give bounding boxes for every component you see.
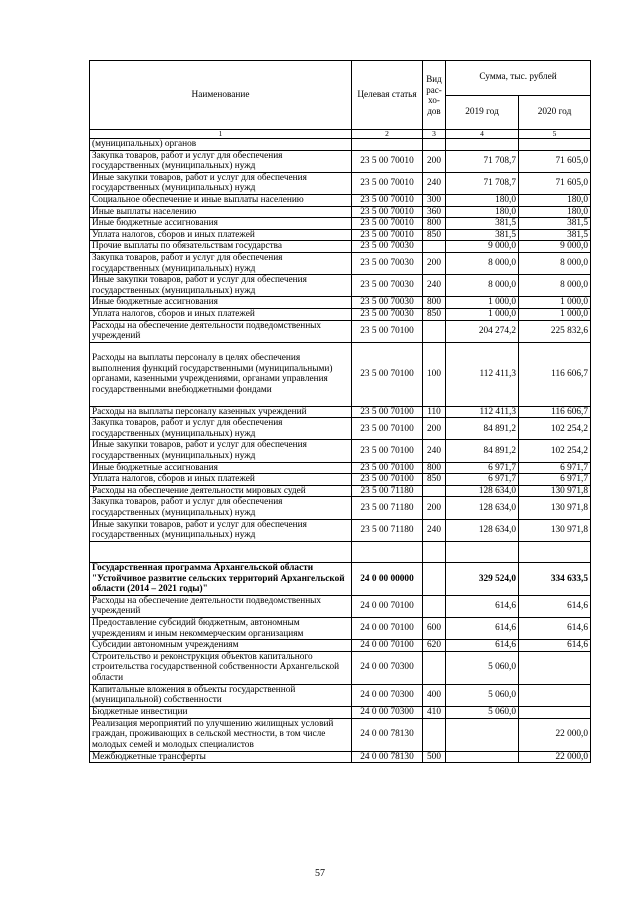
row-target-article-cell: 23 5 00 70030 (352, 297, 423, 309)
row-name-cell: Уплата налогов, сборов и иных платежей (90, 474, 352, 486)
row-name-cell: Иные выплаты населению (90, 206, 352, 218)
table-row (90, 252, 591, 274)
row-amount-2020-cell: 1 000,0 (519, 297, 591, 309)
header-sum: Сумма, тыс. рублей (446, 61, 591, 96)
row-amount-2019-cell: 9 000,0 (446, 241, 519, 253)
row-expense-type-cell: 850 (423, 229, 446, 241)
row-amount-2020-cell: 6 971,7 (519, 474, 591, 486)
row-amount-2019-cell: 71 708,7 (446, 172, 519, 194)
row-target-article-cell: 23 5 00 70100 (352, 440, 423, 462)
table-row (90, 206, 591, 218)
row-name-cell: Уплата налогов, сборов и иных платежей (90, 229, 352, 241)
column-number: 1 (90, 130, 352, 139)
table-row (90, 640, 591, 652)
column-number: 4 (446, 130, 519, 139)
row-amount-2020-cell: 6 971,7 (519, 462, 591, 474)
table-row (90, 541, 591, 562)
table-row (90, 150, 591, 172)
row-amount-2019-cell: 8 000,0 (446, 252, 519, 274)
row-expense-type-cell: 200 (423, 252, 446, 274)
row-expense-type-cell (423, 241, 446, 253)
row-amount-2020-cell: 9 000,0 (519, 241, 591, 253)
row-target-article-cell: 23 5 00 70030 (352, 308, 423, 320)
page-number: 57 (315, 868, 325, 879)
row-amount-2019-cell (446, 751, 519, 763)
row-amount-2020-cell: 102 254,2 (519, 418, 591, 440)
row-expense-type-cell: 850 (423, 474, 446, 486)
row-amount-2019-cell: 614,6 (446, 618, 519, 640)
row-expense-type-cell: 240 (423, 519, 446, 541)
table-row (90, 562, 591, 595)
row-name-cell: Иные закупки товаров, работ и услуг для обеспечения государственных (муниципальных) нужд (90, 172, 352, 194)
row-amount-2020-cell: 334 633,5 (519, 562, 591, 595)
row-amount-2020-cell (519, 651, 591, 684)
row-expense-type-cell: 240 (423, 275, 446, 297)
row-expense-type-cell: 240 (423, 172, 446, 194)
table-row (90, 172, 591, 194)
header-expense-type-line: рас- (426, 84, 442, 95)
row-name-cell: Закупка товаров, работ и услуг для обеспечения государственных (муниципальных) нужд (90, 252, 352, 274)
row-amount-2020-cell: 381,5 (519, 218, 591, 230)
table-row (90, 474, 591, 486)
row-expense-type-cell: 620 (423, 640, 446, 652)
row-name-cell: Государственная программа Архангельской области "Устойчивое развитие сельских территорий Архангельской области (2014 – 2021 годы)" (90, 562, 352, 595)
column-number: 3 (423, 130, 446, 139)
row-name-cell: Предоставление субсидий бюджетным, автономным учреждениям и иным некоммерческим организациям (90, 618, 352, 640)
row-expense-type-cell: 850 (423, 308, 446, 320)
row-expense-type-cell: 800 (423, 462, 446, 474)
row-expense-type-cell: 100 (423, 342, 446, 406)
row-expense-type-cell (423, 485, 446, 497)
row-target-article-cell (352, 541, 423, 562)
row-amount-2020-cell: 614,6 (519, 618, 591, 640)
budget-table (89, 60, 591, 763)
row-target-article-cell: 23 5 00 70100 (352, 462, 423, 474)
row-amount-2020-cell: 71 605,0 (519, 150, 591, 172)
row-target-article-cell: 23 5 00 70010 (352, 218, 423, 230)
row-amount-2019-cell: 1 000,0 (446, 297, 519, 309)
row-name-cell: Социальное обеспечение и иные выплаты населению (90, 194, 352, 206)
row-expense-type-cell (423, 139, 446, 151)
header-expense-type-line: Вид (426, 74, 442, 84)
row-amount-2020-cell: 130 971,8 (519, 485, 591, 497)
row-target-article-cell: 23 5 00 70010 (352, 150, 423, 172)
row-expense-type-cell: 410 (423, 706, 446, 718)
row-amount-2020-cell: 116 606,7 (519, 342, 591, 406)
row-amount-2020-cell: 116 606,7 (519, 406, 591, 418)
row-expense-type-cell: 500 (423, 751, 446, 763)
row-target-article-cell: 23 5 00 70100 (352, 418, 423, 440)
row-amount-2019-cell: 128 634,0 (446, 497, 519, 519)
row-amount-2019-cell: 8 000,0 (446, 275, 519, 297)
header-expense-type-line: дов (427, 105, 441, 116)
table-row (90, 485, 591, 497)
row-target-article-cell: 23 5 00 70100 (352, 342, 423, 406)
row-amount-2019-cell: 112 411,3 (446, 406, 519, 418)
row-amount-2019-cell (446, 139, 519, 151)
column-number: 2 (352, 130, 423, 139)
table-row (90, 218, 591, 230)
row-target-article-cell: 24 0 00 78130 (352, 718, 423, 751)
row-expense-type-cell: 200 (423, 418, 446, 440)
table-row (90, 229, 591, 241)
row-target-article-cell: 23 5 00 71180 (352, 519, 423, 541)
row-amount-2020-cell (519, 541, 591, 562)
row-amount-2019-cell: 112 411,3 (446, 342, 519, 406)
row-name-cell: Реализация мероприятий по улучшению жилищных условий граждан, проживающих в сельской местности, в том числе молодых семей и молодых специалистов (90, 718, 352, 751)
table-row (90, 342, 591, 406)
row-name-cell: (муниципальных) органов (90, 139, 352, 151)
row-amount-2020-cell: 225 832,6 (519, 320, 591, 342)
table-row (90, 684, 591, 706)
row-expense-type-cell: 200 (423, 150, 446, 172)
table-row (90, 194, 591, 206)
row-amount-2020-cell: 130 971,8 (519, 497, 591, 519)
row-amount-2019-cell: 128 634,0 (446, 519, 519, 541)
row-target-article-cell: 23 5 00 70010 (352, 172, 423, 194)
table-row (90, 275, 591, 297)
row-target-article-cell: 23 5 00 71180 (352, 485, 423, 497)
row-expense-type-cell: 400 (423, 684, 446, 706)
row-name-cell: Строительство и реконструкция объектов капитального строительства государственной собственности Архангельской области (90, 651, 352, 684)
row-expense-type-cell (423, 541, 446, 562)
row-amount-2019-cell: 614,6 (446, 595, 519, 617)
row-expense-type-cell: 600 (423, 618, 446, 640)
row-name-cell: Расходы на выплаты персоналу в целях обеспечения выполнения функций государственными (муниципальными) органами, казенными учреждениями, органами управления государственными внебюджетными фондами (90, 342, 352, 406)
row-amount-2020-cell (519, 684, 591, 706)
row-name-cell: Расходы на обеспечение деятельности мировых судей (90, 485, 352, 497)
table-row (90, 651, 591, 684)
row-name-cell: Иные бюджетные ассигнования (90, 218, 352, 230)
row-amount-2020-cell: 22 000,0 (519, 751, 591, 763)
row-target-article-cell: 23 5 00 71180 (352, 497, 423, 519)
row-expense-type-cell: 240 (423, 440, 446, 462)
row-name-cell: Межбюджетные трансферты (90, 751, 352, 763)
row-target-article-cell: 24 0 00 78130 (352, 751, 423, 763)
table-row (90, 751, 591, 763)
table-row (90, 297, 591, 309)
column-number: 5 (519, 130, 591, 139)
row-name-cell: Иные закупки товаров, работ и услуг для обеспечения государственных (муниципальных) нужд (90, 440, 352, 462)
row-expense-type-cell: 800 (423, 218, 446, 230)
row-amount-2020-cell: 614,6 (519, 595, 591, 617)
table-row (90, 320, 591, 342)
row-amount-2020-cell: 8 000,0 (519, 252, 591, 274)
column-number-row (90, 130, 591, 139)
row-expense-type-cell: 300 (423, 194, 446, 206)
row-target-article-cell: 23 5 00 70030 (352, 252, 423, 274)
table-row (90, 418, 591, 440)
row-name-cell: Расходы на выплаты персоналу казенных учреждений (90, 406, 352, 418)
row-amount-2019-cell: 84 891,2 (446, 418, 519, 440)
table-row (90, 462, 591, 474)
table-row (90, 241, 591, 253)
table-row (90, 519, 591, 541)
header-expense-type (423, 61, 446, 130)
row-target-article-cell: 24 0 00 70100 (352, 640, 423, 652)
row-amount-2019-cell: 71 708,7 (446, 150, 519, 172)
table-row (90, 440, 591, 462)
row-target-article-cell: 24 0 00 00000 (352, 562, 423, 595)
row-target-article-cell: 23 5 00 70010 (352, 206, 423, 218)
row-amount-2020-cell: 71 605,0 (519, 172, 591, 194)
row-amount-2019-cell: 180,0 (446, 194, 519, 206)
row-amount-2020-cell: 130 971,8 (519, 519, 591, 541)
row-amount-2019-cell: 6 971,7 (446, 462, 519, 474)
row-amount-2019-cell: 204 274,2 (446, 320, 519, 342)
row-name-cell: Иные бюджетные ассигнования (90, 462, 352, 474)
row-target-article-cell: 23 5 00 70030 (352, 275, 423, 297)
row-name-cell: Расходы на обеспечение деятельности подведомственных учреждений (90, 595, 352, 617)
header-expense-type-line: хо- (428, 95, 440, 105)
row-amount-2019-cell: 5 060,0 (446, 684, 519, 706)
row-target-article-cell: 23 5 00 70010 (352, 229, 423, 241)
row-expense-type-cell: 360 (423, 206, 446, 218)
table-row (90, 718, 591, 751)
row-expense-type-cell (423, 718, 446, 751)
row-target-article-cell: 24 0 00 70300 (352, 684, 423, 706)
row-name-cell: Иные закупки товаров, работ и услуг для обеспечения государственных (муниципальных) нужд (90, 275, 352, 297)
row-name-cell (90, 541, 352, 562)
row-expense-type-cell (423, 651, 446, 684)
row-amount-2020-cell: 180,0 (519, 206, 591, 218)
row-name-cell: Прочие выплаты по обязательствам государства (90, 241, 352, 253)
row-target-article-cell: 24 0 00 70100 (352, 595, 423, 617)
row-expense-type-cell (423, 595, 446, 617)
row-name-cell: Иные бюджетные ассигнования (90, 297, 352, 309)
row-amount-2019-cell (446, 718, 519, 751)
row-target-article-cell: 23 5 00 70030 (352, 241, 423, 253)
row-name-cell: Закупка товаров, работ и услуг для обеспечения государственных (муниципальных) нужд (90, 150, 352, 172)
row-amount-2020-cell: 180,0 (519, 194, 591, 206)
row-amount-2020-cell: 381,5 (519, 229, 591, 241)
row-amount-2019-cell: 381,5 (446, 218, 519, 230)
row-amount-2019-cell: 614,6 (446, 640, 519, 652)
header-year-2020: 2020 год (519, 95, 591, 130)
row-name-cell: Капитальные вложения в объекты государственной (муниципальной) собственности (90, 684, 352, 706)
row-amount-2019-cell: 381,5 (446, 229, 519, 241)
row-name-cell: Иные закупки товаров, работ и услуг для обеспечения государственных (муниципальных) нужд (90, 519, 352, 541)
table-row (90, 706, 591, 718)
header-name: Наименование (90, 61, 352, 130)
row-amount-2019-cell: 6 971,7 (446, 474, 519, 486)
row-name-cell: Уплата налогов, сборов и иных платежей (90, 308, 352, 320)
row-amount-2020-cell: 22 000,0 (519, 718, 591, 751)
row-amount-2020-cell: 102 254,2 (519, 440, 591, 462)
table-row (90, 406, 591, 418)
row-amount-2020-cell: 8 000,0 (519, 275, 591, 297)
row-expense-type-cell (423, 320, 446, 342)
row-expense-type-cell: 800 (423, 297, 446, 309)
row-target-article-cell: 23 5 00 70010 (352, 194, 423, 206)
header-target-article: Целевая статья (352, 61, 423, 130)
row-amount-2019-cell: 180,0 (446, 206, 519, 218)
row-name-cell: Расходы на обеспечение деятельности подведомственных учреждений (90, 320, 352, 342)
row-name-cell: Бюджетные инвестиции (90, 706, 352, 718)
row-target-article-cell: 23 5 00 70100 (352, 406, 423, 418)
row-name-cell: Субсидии автономным учреждениям (90, 640, 352, 652)
row-target-article-cell: 24 0 00 70300 (352, 706, 423, 718)
header-year-2019: 2019 год (446, 95, 519, 130)
table-body (90, 139, 591, 763)
row-target-article-cell: 24 0 00 70300 (352, 651, 423, 684)
row-target-article-cell: 23 5 00 70100 (352, 320, 423, 342)
table-row (90, 618, 591, 640)
table-row (90, 595, 591, 617)
row-amount-2020-cell (519, 139, 591, 151)
row-amount-2019-cell: 5 060,0 (446, 651, 519, 684)
row-amount-2019-cell: 329 524,0 (446, 562, 519, 595)
row-amount-2019-cell (446, 541, 519, 562)
row-amount-2020-cell (519, 706, 591, 718)
row-amount-2019-cell: 128 634,0 (446, 485, 519, 497)
row-amount-2019-cell: 1 000,0 (446, 308, 519, 320)
table-row (90, 139, 591, 151)
row-amount-2019-cell: 84 891,2 (446, 440, 519, 462)
row-target-article-cell (352, 139, 423, 151)
row-name-cell: Закупка товаров, работ и услуг для обеспечения государственных (муниципальных) нужд (90, 418, 352, 440)
row-expense-type-cell: 110 (423, 406, 446, 418)
row-expense-type-cell: 200 (423, 497, 446, 519)
row-target-article-cell: 23 5 00 70100 (352, 474, 423, 486)
row-amount-2020-cell: 614,6 (519, 640, 591, 652)
row-amount-2020-cell: 1 000,0 (519, 308, 591, 320)
row-target-article-cell: 24 0 00 70100 (352, 618, 423, 640)
table-row (90, 497, 591, 519)
row-name-cell: Закупка товаров, работ и услуг для обеспечения государственных (муниципальных) нужд (90, 497, 352, 519)
row-amount-2019-cell: 5 060,0 (446, 706, 519, 718)
row-expense-type-cell (423, 562, 446, 595)
table-row (90, 308, 591, 320)
